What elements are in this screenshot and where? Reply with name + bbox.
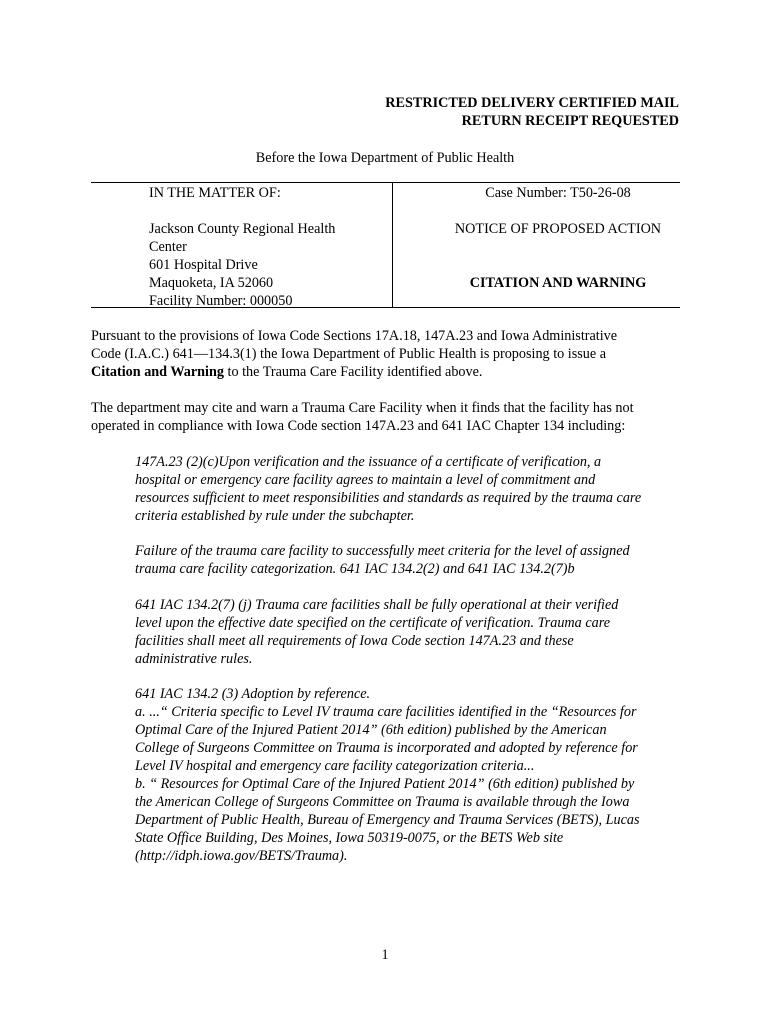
quote-line: (http://idph.iowa.gov/BETS/Trauma). — [135, 848, 348, 864]
facility-line: 601 Hospital Drive — [149, 257, 258, 273]
quote-line: the American College of Surgeons Committee on Trauma is available through the Iowa — [135, 794, 630, 810]
quote-line: 641 IAC 134.2 (3) Adoption by reference. — [135, 686, 371, 702]
quote-line: administrative rules. — [135, 651, 253, 667]
quote-line: 641 IAC 134.2(7) (j) Trauma care facilities shall be fully operational at their verified — [135, 597, 619, 613]
citation-title: CITATION AND WARNING — [469, 275, 647, 291]
quote-line: level upon the effective date specified on the certificate of verification. Trauma care — [135, 615, 611, 631]
facility-line: Center — [149, 239, 187, 255]
quote-line: Level IV hospital and emergency care facility categorization criteria... — [135, 758, 535, 774]
quote-134-2-7 — [135, 596, 680, 668]
quote-line: resources sufficient to meet responsibilities and standards as required by the trauma care — [135, 490, 642, 506]
matter-label: IN THE MATTER OF: — [149, 185, 281, 201]
quote-line: b. “ Resources for Optimal Care of the Injured Patient 2014” (6th edition) published by — [135, 776, 635, 792]
quote-line: 147A.23 (2)(c)Upon verification and the issuance of a certificate of verification, a — [135, 454, 602, 470]
paragraph-department — [91, 399, 681, 435]
quote-line: Optimal Care of the Injured Patient 2014” (6th edition) published by the American — [135, 722, 607, 738]
paragraph-line: Pursuant to the provisions of Iowa Code Sections 17A.18, 147A.23 and Iowa Administrative — [91, 328, 618, 344]
notice-title: NOTICE OF PROPOSED ACTION — [454, 221, 662, 237]
quote-line: Department of Public Health, Bureau of Emergency and Trauma Services (BETS), Lucas — [135, 812, 640, 828]
before-department: Before the Iowa Department of Public Health — [255, 150, 515, 166]
quote-line: hospital or emergency care facility agrees to maintain a level of commitment and — [135, 472, 596, 488]
caption-top-rule — [91, 182, 680, 183]
quote-adoption — [135, 685, 680, 865]
quote-line: a. ...“ Criteria specific to Level IV trauma care facilities identified in the “Resources for — [135, 704, 637, 720]
page-number: 1 — [381, 947, 389, 963]
paragraph-line — [91, 363, 681, 381]
quote-line: trauma care facility categorization. 641 IAC 134.2(2) and 641 IAC 134.2(7)b — [135, 561, 575, 577]
header-line-2: RETURN RECEIPT REQUESTED — [461, 113, 679, 129]
quote-147a23 — [135, 453, 680, 525]
paragraph-line: Code (I.A.C.) 641—134.3(1) the Iowa Department of Public Health is proposing to issue a — [91, 346, 606, 362]
paragraph-line: operated in compliance with Iowa Code section 147A.23 and 641 IAC Chapter 134 including: — [91, 418, 626, 434]
case-number: Case Number: T50-26-08 — [485, 185, 631, 201]
facility-line: Facility Number: 000050 — [149, 293, 293, 309]
quote-line: facilities shall meet all requirements of Iowa Code section 147A.23 and these — [135, 633, 574, 649]
header-line-1: RESTRICTED DELIVERY CERTIFIED MAIL — [385, 95, 679, 111]
paragraph-line-rest: to the Trauma Care Facility identified above. — [223, 364, 483, 380]
citation-bold: Citation and Warning — [91, 364, 224, 380]
quote-line: criteria established by rule under the subchapter. — [135, 508, 415, 524]
paragraph-pursuant — [91, 327, 681, 381]
paragraph-line: The department may cite and warn a Trauma Care Facility when it finds that the facility has not — [91, 400, 634, 416]
facility-line: Maquoketa, IA 52060 — [149, 275, 274, 291]
quote-line: Failure of the trauma care facility to successfully meet criteria for the level of assigned — [135, 543, 630, 559]
quote-failure — [135, 542, 680, 578]
quote-line: State Office Building, Des Moines, Iowa 50319-0075, or the BETS Web site — [135, 830, 564, 846]
facility-line: Jackson County Regional Health — [149, 221, 336, 237]
quote-line: College of Surgeons Committee on Trauma is incorporated and adopted by reference for — [135, 740, 638, 756]
